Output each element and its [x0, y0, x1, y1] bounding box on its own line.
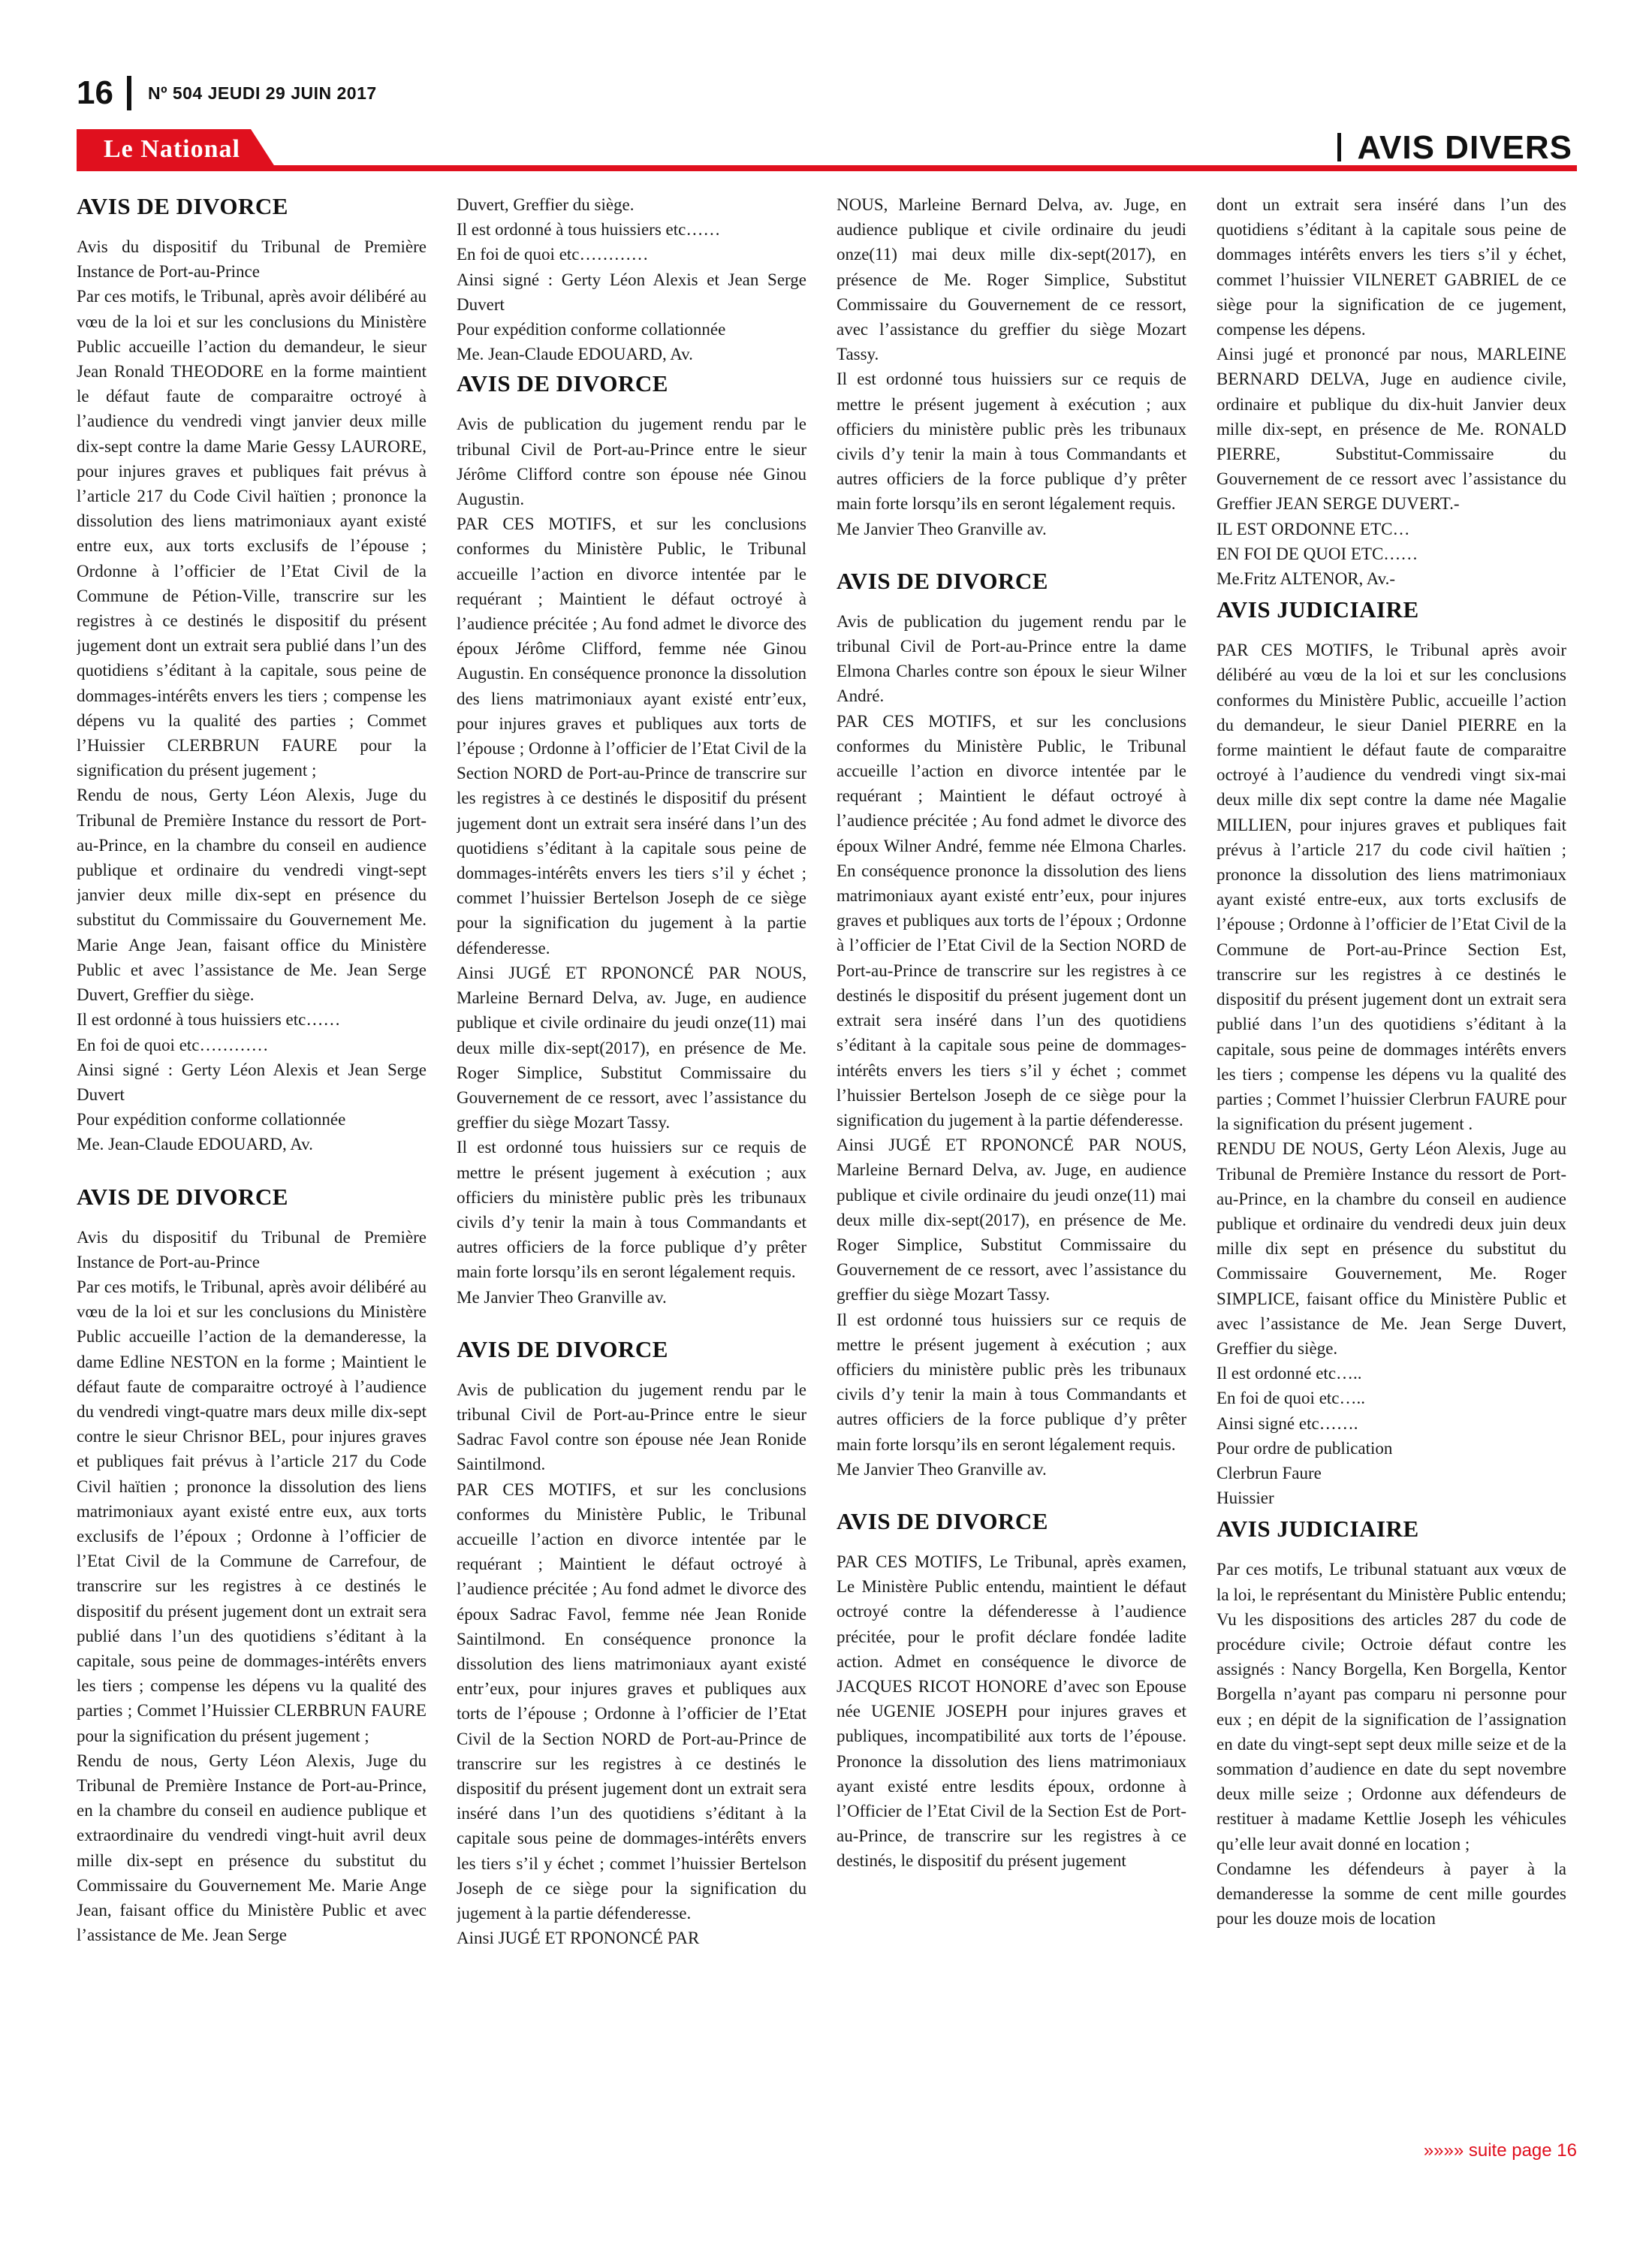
- notice-heading: AVIS DE DIVORCE: [77, 193, 288, 219]
- notice-heading: AVIS DE DIVORCE: [77, 1183, 288, 1210]
- notice-paragraph: Duvert, Greffier du siège.: [457, 195, 635, 214]
- notice-paragraph: Me Janvier Theo Granville av.: [837, 1459, 1047, 1479]
- notice-paragraph: En foi de quoi etc…………: [77, 1035, 269, 1054]
- notice-paragraph: Condamne les défendeurs à payer à la demanderesse la somme de cent mille gourdes pour les douze mois de location: [1216, 1859, 1566, 1929]
- notice-paragraph: Il est ordonné tous huissiers sur ce requis de mettre le présent jugement à exécution ; aux officiers du ministère public près les tribunaux civils d’y tenir la main à tous Commandants et autres officiers de la force publique d’y prêter main forte lorsqu’ils en seront légalement requis.: [837, 369, 1186, 514]
- notice-paragraph: En foi de quoi etc…..: [1216, 1389, 1366, 1408]
- notice-paragraph: Ainsi JUGÉ ET RPONONCÉ PAR NOUS, Marleine Bernard Delva, av. Juge, en audience publique et civile ordinaire du jeudi onze(11) mai deux mille dix-sept(2017), en présence de Me. Roger Simplice, Substitut Commissaire du Gouvernement de ce ressort, avec l’assistance du greffier du siège Mozart Tassy.: [837, 1136, 1186, 1304]
- notice-paragraph: Ainsi signé : Gerty Léon Alexis et Jean Serge Duvert: [457, 270, 806, 314]
- notice-paragraph: Par ces motifs, le Tribunal, après avoir délibéré au vœu de la loi et sur les conclusions du Ministère Public accueille l’action du demandeur, le sieur Jean Ronald THEODORE en la forme maintient le défaut faute de comparaitre octroyé à l’audience du vendredi vingt janvier deux mille dix-sept contre la dame Marie Gessy LAURORE, pour injures graves et publiques fait prévus à l’article 217 du Code Civil haïtien ; prononce la dissolution des liens matrimoniaux ayant existé entre eux, aux torts exclusifs de l’épouse ; Ordonne à l’officier de l’Etat Civil de la Commune de Pétion-Ville, transcrire sur les registres à ce destinés le dispositif du présent jugement dont un extrait sera publié dans l’un des quotidiens s’éditant à la capitale, sous peine de dommages-intérêts envers les tiers ; compense les dépens vu la qualité des parties ; Commet l’Huissier CLERBRUN FAURE pour la signification du présent jugement ;: [77, 287, 427, 780]
- notice-paragraph: Me. Jean-Claude EDOUARD, Av.: [77, 1135, 313, 1154]
- notice-paragraph: Avis du dispositif du Tribunal de Première Instance de Port-au-Prince: [77, 237, 427, 282]
- notice-paragraph: Il est ordonné à tous huissiers etc……: [77, 1010, 341, 1030]
- notice-heading: AVIS DE DIVORCE: [837, 1507, 1048, 1534]
- notice-paragraph: Avis de publication du jugement rendu par le tribunal Civil de Port-au-Prince entre le sieur Jérôme Clifford contre son épouse née Ginou Augustin.: [457, 415, 806, 509]
- notice-paragraph: dont un extrait sera inséré dans l’un des quotidiens s’éditant à la capitale sous peine de dommages intérêts envers les tiers s’il y échet, commet l’huissier VILNERET GABRIEL de ce siège pour la signification de ce jugement, compense les dépens.: [1216, 195, 1566, 339]
- column-4: [1216, 192, 1566, 2145]
- notice-paragraph: PAR CES MOTIFS, et sur les conclusions conformes du Ministère Public, le Tribunal accueille l’action en divorce intentée par le requérant ; Maintient le défaut octroyé à l’audience précitée ; Au fond admet le divorce des époux Wilner André, femme née Elmona Charles. En conséquence prononce la dissolution des liens matrimoniaux ayant existé entr’eux, pour injures graves et publiques aux torts de l’époux ; Ordonne à l’officier de l’Etat Civil de la Section NORD de Port-au-Prince de transcrire sur les registres à ce destinés le dispositif du présent jugement dont un extrait sera inséré dans l’un des quotidiens s’éditant à la capitale sous peine de dommages-intérêts envers les tiers s’il y échet ; commet l’huissier Bertelson Joseph de ce siège pour la signification du jugement à la partie défenderesse.: [837, 711, 1186, 1130]
- notice-paragraph: Rendu de nous, Gerty Léon Alexis, Juge du Tribunal de Première Instance de Port-au-Prince, en la chambre du conseil en audience publique et extraordinaire du vendredi vingt-huit avril deux mille dix-sept en présence du substitut du Commissaire du Gouvernement Me. Marie Ange Jean, faisant office du Ministère Public et avec l’assistance de Me. Jean Serge: [77, 1751, 427, 1945]
- section-title-text: AVIS DIVERS: [1357, 129, 1572, 166]
- notice-paragraph: Pour expédition conforme collationnée: [457, 320, 726, 339]
- notice-paragraph: NOUS, Marleine Bernard Delva, av. Juge, en audience publique et civile ordinaire du jeudi onze(11) mai deux mille dix-sept(2017), en présence de Me. Roger Simplice, Substitut Commissaire du Gouvernement de ce ressort, avec l’assistance du greffier du siège Mozart Tassy.: [837, 195, 1186, 364]
- notice-heading: AVIS DE DIVORCE: [837, 567, 1048, 594]
- notice-paragraph: RENDU DE NOUS, Gerty Léon Alexis, Juge au Tribunal de Première Instance du ressort de Port-au-Prince, en la chambre du conseil en audience publique et ordinaire du vendredi deux juin deux mille dix sept en présence du substitut du Commissaire Gouvernement, Me. Roger SIMPLICE, faisant office du Ministère Public et avec l’assistance de Me. Jean Serge Duvert, Greffier du siège.: [1216, 1139, 1566, 1358]
- column-2: [457, 192, 806, 2145]
- notice-paragraph: Avis de publication du jugement rendu par le tribunal Civil de Port-au-Prince entre le sieur Sadrac Favol contre son épouse née Jean Ronide Saintilmond.: [457, 1380, 806, 1474]
- notice-heading: AVIS JUDICIAIRE: [1216, 596, 1419, 623]
- notice-paragraph: PAR CES MOTIFS, et sur les conclusions conformes du Ministère Public, le Tribunal accueille l’action en divorce intentée par le requérant ; Maintient le défaut octroyé à l’audience précitée ; Au fond admet le divorce des époux Sadrac Favol, femme née Jean Ronide Saintilmond. En conséquence prononce la dissolution des liens matrimoniaux ayant existé entr’eux, pour injures graves et publiques aux torts de l’épouse ; Ordonne à l’officier de l’Etat Civil de la Section NORD de Port-au-Prince de transcrire sur les registres à ce destinés le dispositif du présent jugement dont un extrait sera inséré dans l’un des quotidiens s’éditant à la capitale sous peine de dommages-intérêts envers les tiers s’il y échet ; commet l’huissier Bertelson Joseph de ce siège pour la signification du jugement à la partie défenderesse.: [457, 1479, 806, 1923]
- notice-paragraph: IL EST ORDONNE ETC…: [1216, 519, 1410, 538]
- notice-paragraph: Ainsi jugé et prononcé par nous, MARLEINE BERNARD DELVA, Juge en audience civile, ordinaire et publique du dix-huit Janvier deux mille dix-sept, en présence de Me. RONALD PIERRE, Substitut-Commissaire du Gouvernement de ce ressort avec l’assistance du Greffier JEAN SERGE DUVERT.-: [1216, 345, 1566, 514]
- column-3: [837, 192, 1186, 2145]
- notice-paragraph: Me Janvier Theo Granville av.: [457, 1287, 667, 1307]
- notice-paragraph: Il est ordonné etc…..: [1216, 1364, 1362, 1383]
- notice-heading: AVIS JUDICIAIRE: [1216, 1516, 1419, 1543]
- notice-paragraph: Pour expédition conforme collationnée: [77, 1110, 346, 1130]
- notice-paragraph: PAR CES MOTIFS, et sur les conclusions conformes du Ministère Public, le Tribunal accueille l’action en divorce intentée par le requérant ; Maintient le défaut octroyé à l’audience précitée ; Au fond admet le divorce des époux Jérôme Clifford, femme née Ginou Augustin. En conséquence prononce la dissolution des liens matrimoniaux ayant existé entr’eux, pour injures graves et publiques aux torts de l’épouse ; Ordonne à l’officier de l’Etat Civil de la Section NORD de Port-au-Prince de transcrire sur les registres à ce destinés le dispositif du présent jugement dont un extrait sera inséré dans l’un des quotidiens s’éditant à la capitale sous peine de dommages-intérêts envers les tiers s’il y échet ; commet l’huissier Bertelson Joseph de ce siège pour la signification du jugement à la partie défenderesse.: [457, 514, 806, 958]
- notice-paragraph: Rendu de nous, Gerty Léon Alexis, Juge du Tribunal de Première Instance du ressort de Port-au-Prince, en la chambre du conseil en audience publique et ordinaire du vendredi vingt-sept janvier deux mille dix-sept en présence du substitut du Commissaire du Gouvernement Me. Marie Ange Jean, faisant office du Ministère Public et avec l’assistance de Me. Jean Serge Duvert, Greffier du siège.: [77, 786, 427, 1005]
- notice-paragraph: Pour ordre de publication: [1216, 1438, 1393, 1458]
- notice-paragraph: Me Janvier Theo Granville av.: [837, 519, 1047, 538]
- notice-heading: AVIS DE DIVORCE: [457, 1335, 668, 1362]
- masthead-bar: [77, 129, 1577, 171]
- notice-paragraph: En foi de quoi etc…………: [457, 245, 649, 264]
- issue-date: Nº 504 JEUDI 29 JUIN 2017: [147, 83, 377, 103]
- notice-paragraph: PAR CES MOTIFS, Le Tribunal, après examen, Le Ministère Public entendu, maintient le défaut octroyé contre la défenderesse à l’audience précitée, pour le profit déclare fondée ladite action. Admet en conséquence le divorce de JACQUES RICOT HONORE d’avec son Epouse née UGENIE JOSEPH pour injures graves et publiques, incompatibilité aux torts de l’épouse. Prononce la dissolution des liens matrimoniaux ayant existé entre lesdits époux, ordonne à l’Officier de l’Etat Civil de la Section Est de Port-au-Prince, de transcrire sur les registres à ce destinés, le dispositif du présent jugement: [837, 1552, 1186, 1871]
- page-header: [77, 74, 377, 113]
- notice-paragraph: Avis du dispositif du Tribunal de Première Instance de Port-au-Prince: [77, 1227, 427, 1271]
- notice-paragraph: Ainsi signé : Gerty Léon Alexis et Jean Serge Duvert: [77, 1060, 427, 1104]
- notice-paragraph: Avis de publication du jugement rendu par le tribunal Civil de Port-au-Prince entre la dame Elmona Charles contre son époux le sieur Wilner André.: [837, 611, 1186, 706]
- column-1: [77, 192, 427, 2145]
- continuation-link[interactable]: »»»» suite page 16: [1423, 2140, 1577, 2161]
- notice-paragraph: Huissier: [1216, 1488, 1274, 1508]
- notice-paragraph: Clerbrun Faure: [1216, 1463, 1322, 1482]
- notice-paragraph: Ainsi JUGÉ ET RPONONCÉ PAR NOUS, Marleine Bernard Delva, av. Juge, en audience publique et civile ordinaire du jeudi onze(11) mai deux mille dix-sept(2017), en présence de Me. Roger Simplice, Substitut Commissaire du Gouvernement de ce ressort, avec l’assistance du greffier du siège Mozart Tassy.: [457, 963, 806, 1133]
- notice-paragraph: Il est ordonné tous huissiers sur ce requis de mettre le présent jugement à exécution ; aux officiers du ministère public près les tribunaux civils d’y tenir la main à tous Commandants et autres officiers de la force publique d’y prêter main forte lorsqu’ils en seront légalement requis.: [837, 1310, 1186, 1454]
- notice-paragraph: PAR CES MOTIFS, le Tribunal après avoir délibéré au vœu de la loi et sur les conclusions conformes du Ministère Public, accueille l’action du demandeur, le sieur Daniel PIERRE en la forme maintient le défaut faute de comparaitre octroyé à l’audience du vendredi vingt six-mai deux mille dix sept contre la dame née Magalie MILLIEN, pour injures graves et publiques fait prévus à l’article 217 du code civil haïtien ; prononce la dissolution des liens matrimoniaux ayant existé entre-eux, aux torts exclusifs de l’épouse ; Ordonne à l’officier de l’Etat Civil de la Commune de Port-au-Prince Section Est, transcrire sur les registres à ce destinés le dispositif du présent jugement dont un extrait sera publié dans l’un des quotidiens s’éditant à la capitale, sous peine de dommages intérêts envers les tiers ; compense les dépens vu la qualité des parties ; Commet l’huissier Clerbrun FAURE pour la signification du présent jugement .: [1216, 641, 1566, 1134]
- notice-paragraph: Ainsi JUGÉ ET RPONONCÉ PAR: [457, 1929, 700, 1948]
- notice-paragraph: Me.Fritz ALTENOR, Av.-: [1216, 569, 1396, 589]
- brand-name: Le National: [104, 135, 240, 163]
- notice-paragraph: Il est ordonné à tous huissiers etc……: [457, 220, 721, 240]
- section-title: [1337, 129, 1572, 167]
- notice-heading: AVIS DE DIVORCE: [457, 370, 668, 397]
- section-divider: [1337, 133, 1341, 161]
- page-number: 16: [77, 74, 113, 111]
- notice-paragraph: Par ces motifs, Le tribunal statuant aux vœux de la loi, le représentant du Ministère Public entendu; Vu les dispositions des articles 287 du code de procédure civile; Octroie défaut contre les assignés : Nancy Borgella, Ken Borgella, Kentor Borgella n’ayant pas comparu ni personne pour eux ; en dépit de la signification de l’assignation en date du vingt-sept sept deux mille seize et de la sommation d’audience en date du sept novembre deux mille seize ; Ordonne aux défendeurs de restituer à madame Kettlie Joseph les véhicules qu’elle leur avait donné en location ;: [1216, 1560, 1566, 1853]
- notice-paragraph: Il est ordonné tous huissiers sur ce requis de mettre le présent jugement à exécution ; aux officiers du ministère public près les tribunaux civils d’y tenir la main à tous Commandants et autres officiers de la force publique d’y prêter main forte lorsqu’ils en seront légalement requis.: [457, 1138, 806, 1282]
- notice-paragraph: Par ces motifs, le Tribunal, après avoir délibéré au vœu de la loi et sur les conclusions du Ministère Public accueille l’action de la demanderesse, la dame Edline NESTON en la forme ; Maintient le défaut faute de comparaitre octroyé à l’audience du vendredi vingt-quatre mars deux mille dix-sept contre le sieur Chrisnor BEL, pour injures graves et publiques fait prévus à l’article 217 du Code Civil haïtien ; prononce la dissolution des liens matrimoniaux ayant existé entre eux, aux torts exclusifs de l’époux ; Ordonne à l’officier de l’Etat Civil de la Commune de Carrefour, de transcrire sur les registres à ce destinés le dispositif du présent jugement dont un extrait sera publié dans l’un des quotidiens s’éditant à la capitale, sous peine de dommages-intérêts envers les tiers ; compense les dépens vu la qualité des parties ; Commet l’Huissier CLERBRUN FAURE pour la signification du présent jugement ;: [77, 1277, 427, 1745]
- notice-paragraph: Ainsi signé etc…….: [1216, 1413, 1358, 1433]
- header-divider: [127, 76, 131, 110]
- notice-paragraph: EN FOI DE QUOI ETC……: [1216, 544, 1418, 563]
- notice-paragraph: Me. Jean-Claude EDOUARD, Av.: [457, 345, 693, 364]
